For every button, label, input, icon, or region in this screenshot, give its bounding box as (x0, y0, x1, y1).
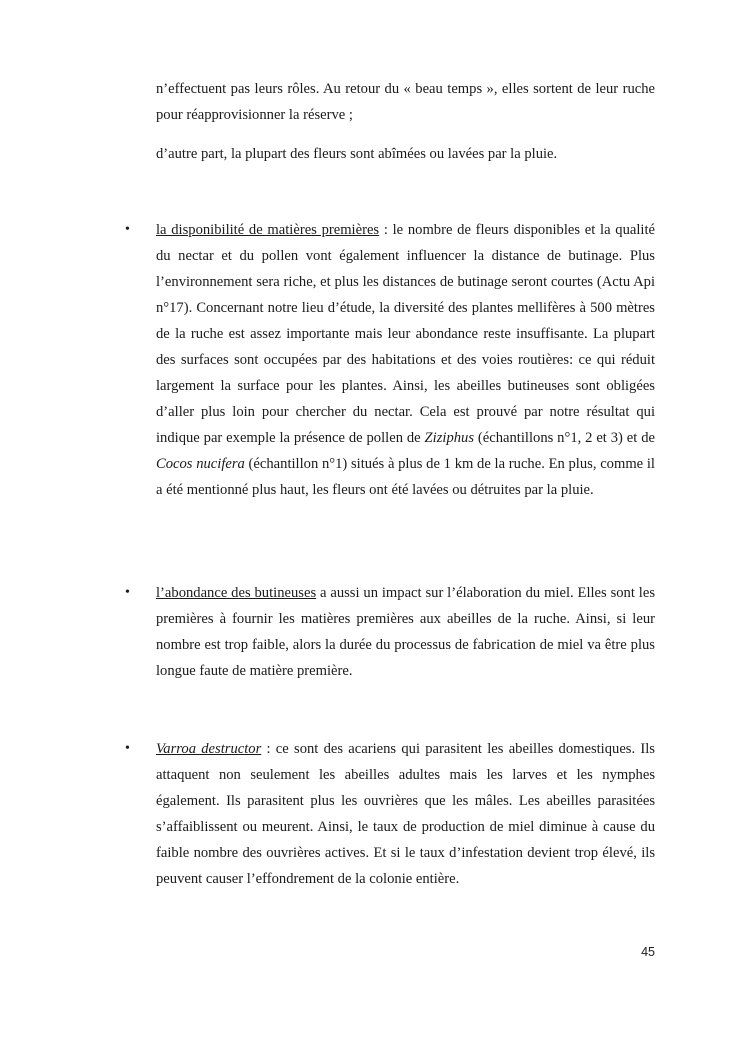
continuation-paragraph: n’effectuent pas leurs rôles. Au retour du « beau temps », elles sortent de leur ruche pour réapprovisionner la réserve ; (156, 81, 655, 123)
bullet-paragraph (156, 580, 655, 684)
bullet-paragraph (156, 217, 655, 503)
bullet-text: : ce sont des acariens qui parasitent les abeilles domestiques. Ils attaquent non seulement les abeilles adultes mais les larves et les nymphes également. Ils parasitent plus les ouvrières que les mâles. Les abeilles parasitées s’affaiblissent ou meurent. Ainsi, le taux de production de miel diminue à cause du faible nombre des ouvrières actives. Et si le taux d’infestation devient trop élevé, ils peuvent causer l’effondrement de la colonie entière. (156, 741, 655, 887)
bullet-text: (échantillons n°1, 2 et 3) et de (474, 430, 655, 446)
species-name: Ziziphus (424, 430, 475, 446)
bullet-term: la disponibilité de matières premières (156, 222, 380, 238)
bullet-icon: • (125, 222, 130, 237)
bullet-paragraph (156, 736, 655, 892)
bullet-text: (échantillon n°1) situés à plus de 1 km de la ruche. En plus, comme il a été mentionné plus haut, les fleurs ont été lavées ou détruites par la pluie. (156, 456, 655, 498)
bullet-text: a aussi un impact sur l’élaboration du miel. Elles sont les premières à fournir les matières premières aux abeilles de la ruche. Ainsi, si leur nombre est trop faible, alors la durée du processus de fabrication de miel va être plus longue faute de matière première. (156, 585, 655, 679)
bullet-icon: • (125, 585, 130, 600)
bullet-text: : le nombre de fleurs disponibles et la qualité du nectar et du pollen vont également influencer la distance de butinage. Plus l’environnement sera riche, et plus les distances de butinage seront courtes (Actu Api n°17). Concernant notre lieu d’étude, la diversité des plantes mellifères à 500 mètres de la ruche est assez importante mais leur abondance reste insuffisante. La plupart des surfaces sont occupées par des habitations et des voies routières: ce qui réduit largement la surface pour les plantes. Ainsi, les abeilles butineuses sont obligées d’aller plus loin pour chercher du nectar. Cela est prouvé par notre résultat qui indique par exemple la présence de pollen de (156, 222, 655, 446)
bullet-icon: • (125, 741, 130, 756)
species-name: Cocos nucifera (156, 456, 245, 472)
continuation-paragraph-2: d’autre part, la plupart des fleurs sont abîmées ou lavées par la pluie. (156, 146, 558, 162)
bullet-term: Varroa destructor (156, 741, 262, 757)
bullet-term: l’abondance des butineuses (156, 585, 317, 601)
page-number: 45 (641, 945, 655, 959)
